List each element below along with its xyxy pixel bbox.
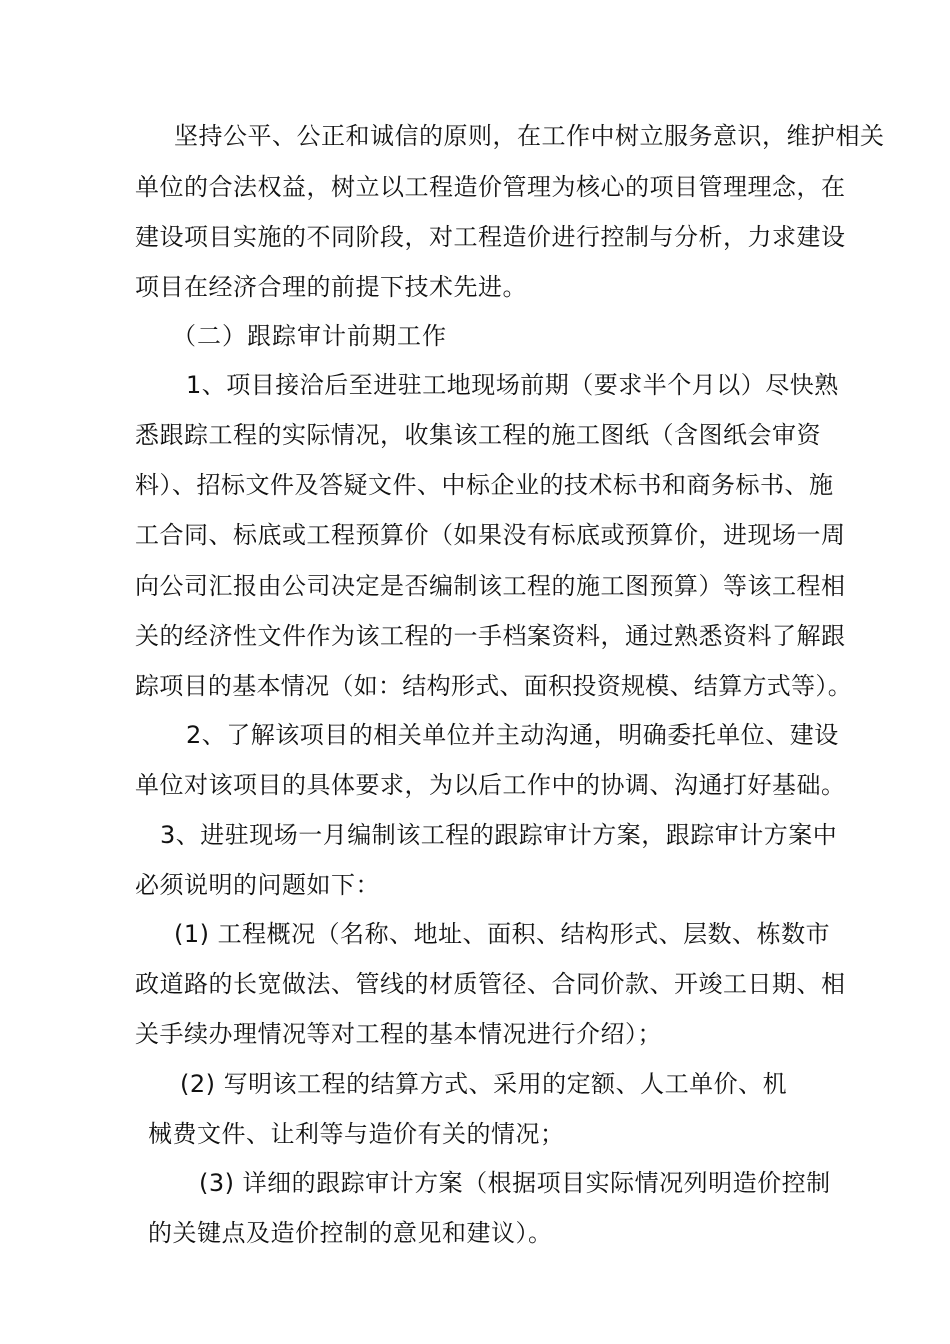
- intro-line-4: 项目在经济合理的前提下技术先进。: [135, 273, 527, 301]
- item-3-line-1: 3、进驻现场一月编制该工程的跟踪审计方案，跟踪审计方案中: [160, 821, 838, 849]
- item-1-line-4: 工合同、标底或工程预算价（如果没有标底或预算价，进现场一周: [135, 521, 846, 549]
- item-1-line-2: 悉跟踪工程的实际情况，收集该工程的施工图纸（含图纸会审资: [135, 421, 821, 449]
- intro-line-2: 单位的合法权益，树立以工程造价管理为核心的项目管理理念，在: [135, 173, 846, 201]
- item-1-line-7: 踪项目的基本情况（如：结构形式、面积投资规模、结算方式等）。: [135, 672, 852, 700]
- intro-line-3: 建设项目实施的不同阶段，对工程造价进行控制与分析，力求建设: [135, 223, 846, 251]
- sub-2-line-2: 械费文件、让利等与造价有关的情况；: [148, 1120, 565, 1148]
- item-1-line-3: 料）、招标文件及答疑文件、中标企业的技术标书和商务标书、施: [135, 471, 834, 499]
- sub-3-line-2: 的关键点及造价控制的意见和建议）。: [148, 1219, 553, 1247]
- intro-line-1: 坚持公平、公正和诚信的原则，在工作中树立服务意识，维护相关: [174, 122, 885, 150]
- item-1-line-1: 1、项目接洽后至进驻工地现场前期（要求半个月以）尽快熟: [186, 371, 839, 399]
- item-1-line-5: 向公司汇报由公司决定是否编制该工程的施工图预算）等该工程相: [135, 572, 846, 600]
- sub-2-line-1: (2) 写明该工程的结算方式、采用的定额、人工单价、机: [180, 1070, 788, 1098]
- item-1-line-6: 关的经济性文件作为该工程的一手档案资料，通过熟悉资料了解跟: [135, 622, 846, 650]
- sub-3-line-1: (3) 详细的跟踪审计方案（根据项目实际情况列明造价控制: [199, 1169, 831, 1197]
- item-3-line-2: 必须说明的问题如下：: [135, 871, 380, 899]
- sub-1-line-2: 政道路的长宽做法、管线的材质管径、合同价款、开竣工日期、相: [135, 970, 846, 998]
- sub-1-line-1: (1) 工程概况（名称、地址、面积、结构形式、层数、栋数市: [174, 920, 831, 948]
- item-2-line-1: 2、了解该项目的相关单位并主动沟通，明确委托单位、建设: [186, 721, 839, 749]
- section-heading: （二）跟踪审计前期工作: [172, 322, 447, 350]
- sub-1-line-3: 关手续办理情况等对工程的基本情况进行介绍）；: [135, 1020, 662, 1048]
- item-2-line-2: 单位对该项目的具体要求，为以后工作中的协调、沟通打好基础。: [135, 771, 846, 799]
